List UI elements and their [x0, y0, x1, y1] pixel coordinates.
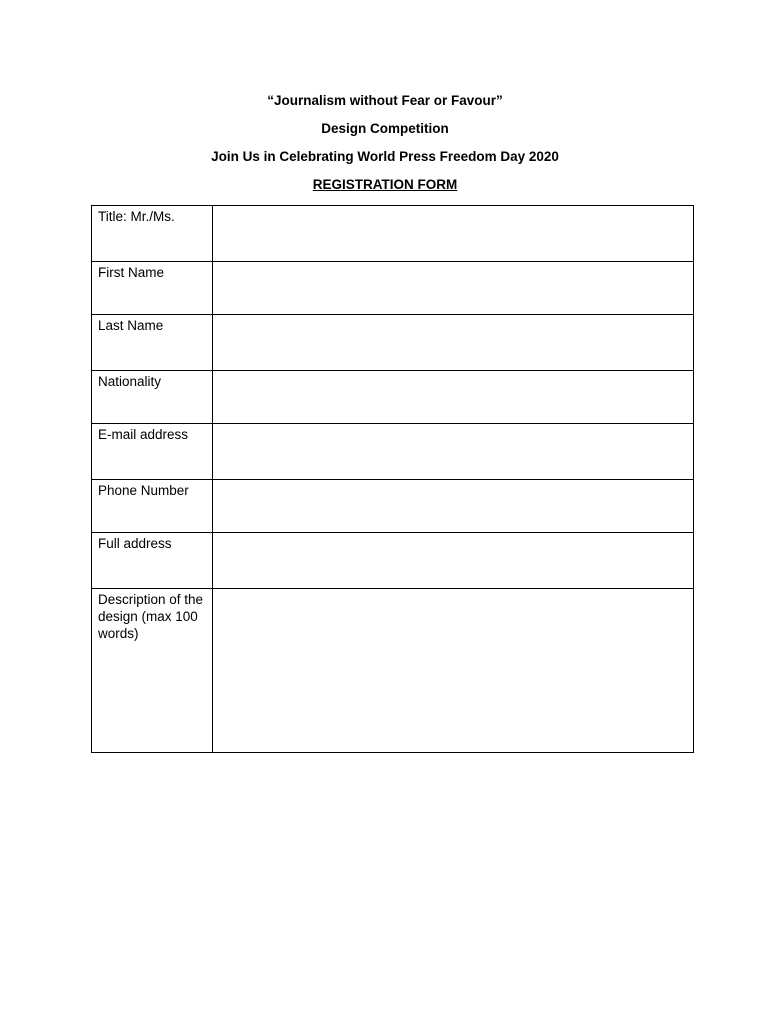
phone-field-cell — [213, 480, 694, 533]
nationality-field-cell — [213, 371, 694, 424]
phone-field[interactable] — [213, 480, 693, 503]
phone-label: Phone Number — [92, 480, 213, 533]
form-row-first-name — [92, 262, 694, 315]
address-label: Full address — [92, 533, 213, 589]
email-field[interactable] — [213, 424, 693, 447]
form-row-title — [92, 206, 694, 262]
title-field-cell — [213, 206, 694, 262]
nationality-field[interactable] — [213, 371, 693, 394]
document-title: “Journalism without Fear or Favour” — [267, 93, 503, 108]
title-field[interactable] — [213, 206, 693, 229]
document-tagline: Join Us in Celebrating World Press Freedom Day 2020 — [211, 149, 559, 164]
last-name-field-cell — [213, 315, 694, 371]
form-row-nationality — [92, 371, 694, 424]
form-row-last-name — [92, 315, 694, 371]
description-label: Description of the design (max 100 words) — [92, 589, 213, 753]
description-field[interactable] — [213, 589, 693, 627]
first-name-label: First Name — [92, 262, 213, 315]
form-row-address — [92, 533, 694, 589]
form-row-phone — [92, 480, 694, 533]
email-label: E-mail address — [92, 424, 213, 480]
document-subtitle: Design Competition — [321, 121, 449, 136]
form-row-description — [92, 589, 694, 753]
title-label: Title: Mr./Ms. — [92, 206, 213, 262]
email-field-cell — [213, 424, 694, 480]
registration-form-table — [91, 205, 694, 753]
form-row-email — [92, 424, 694, 480]
address-field-cell — [213, 533, 694, 589]
form-heading: REGISTRATION FORM — [312, 177, 458, 192]
nationality-label: Nationality — [92, 371, 213, 424]
description-field-cell — [213, 589, 694, 753]
last-name-field[interactable] — [213, 315, 693, 338]
last-name-label: Last Name — [92, 315, 213, 371]
first-name-field-cell — [213, 262, 694, 315]
address-field[interactable] — [213, 533, 693, 556]
first-name-field[interactable] — [213, 262, 693, 285]
